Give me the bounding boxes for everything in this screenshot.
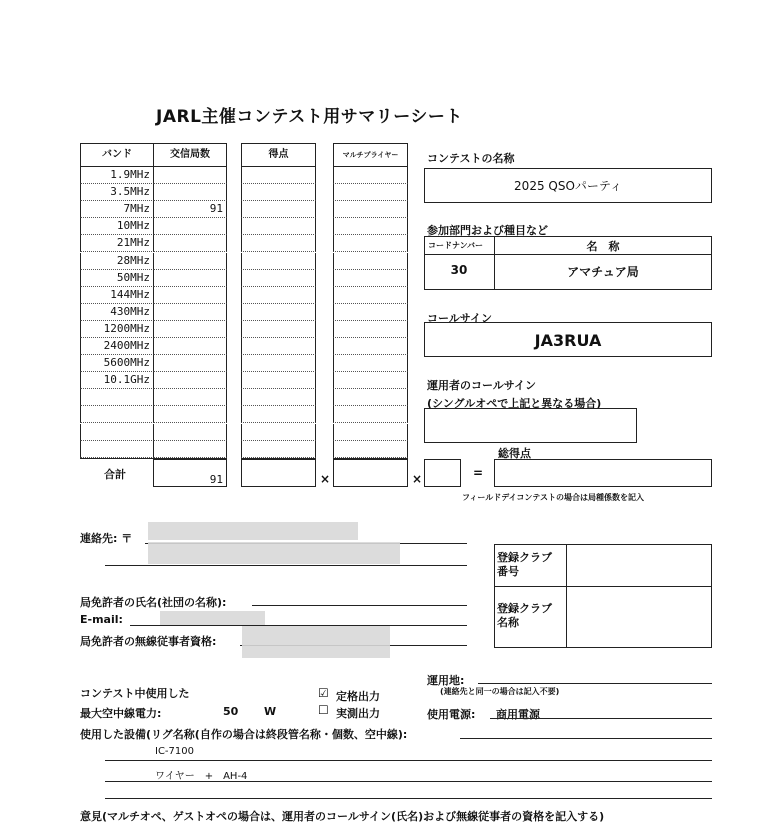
points-cell[interactable] [241, 235, 316, 252]
multi-cell[interactable] [333, 406, 408, 423]
points-cell[interactable] [241, 321, 316, 338]
used-label: コンテスト中使用した [80, 687, 190, 700]
redacted-address-1 [148, 522, 358, 540]
qso-cell[interactable] [153, 184, 227, 201]
rig-value[interactable]: IC-7100 [155, 746, 194, 757]
band-cell: 10.1GHz [80, 372, 154, 389]
measured-output-checkbox[interactable]: ☐ [318, 703, 329, 717]
qso-cell[interactable]: 91 [153, 201, 227, 218]
multi-cell[interactable] [333, 338, 408, 355]
operator-callsign-field[interactable] [424, 408, 637, 443]
qso-header: 交信局数 [153, 143, 227, 167]
power-supply-value[interactable]: 商用電源 [496, 708, 540, 721]
band-cell [80, 389, 154, 406]
callsign-label: コールサイン [427, 312, 493, 325]
page-title: JARL主催コンテスト用サマリーシート [156, 107, 463, 127]
band-cell [80, 406, 154, 423]
band-cell: 28MHz [80, 253, 154, 270]
points-cell[interactable] [241, 355, 316, 372]
points-cell[interactable] [241, 270, 316, 287]
qso-cell[interactable] [153, 304, 227, 321]
multi-cell[interactable] [333, 201, 408, 218]
total-qso-field[interactable]: 91 [153, 459, 227, 487]
multiplier-header: マルチプライヤー [333, 143, 408, 167]
total-points-field[interactable] [241, 459, 316, 487]
equipment-label: 使用した設備(リグ名称(自作の場合は終段管名称・個数、空中線): [80, 728, 408, 741]
equipment-line-2[interactable] [105, 781, 712, 782]
location-label: 運用地: [427, 674, 465, 687]
power-supply-label: 使用電源: [427, 708, 476, 721]
qualification-label: 局免許者の無線従事者資格: [80, 635, 217, 648]
location-line[interactable] [478, 683, 712, 684]
qso-cell[interactable] [153, 218, 227, 235]
qso-cell[interactable] [153, 389, 227, 406]
multi-cell[interactable] [333, 218, 408, 235]
licensee-name-label: 局免許者の氏名(社団の名称): [80, 596, 227, 609]
times-sign-1: × [320, 472, 331, 486]
qso-cell[interactable] [153, 441, 227, 458]
multi-cell[interactable] [333, 235, 408, 252]
club-divider [494, 586, 712, 587]
multi-cell[interactable] [333, 167, 408, 184]
band-cell: 5600MHz [80, 355, 154, 372]
code-number-header: コードナンバー [428, 241, 484, 250]
qso-cell[interactable] [153, 338, 227, 355]
location-note: (連絡先と同一の場合は記入不要) [440, 687, 560, 696]
category-code-field[interactable]: 30 [450, 263, 468, 277]
equipment-line-0[interactable] [460, 738, 712, 739]
callsign-field[interactable]: JA3RUA [424, 322, 712, 357]
club-number-label: 登録クラブ 番号 [497, 551, 552, 578]
multi-cell[interactable] [333, 253, 408, 270]
total-score-label: 総得点 [498, 447, 531, 460]
total-score-field[interactable] [494, 459, 712, 487]
band-cell: 21MHz [80, 235, 154, 252]
measured-output-label: 実測出力 [336, 707, 380, 720]
points-cell[interactable] [241, 424, 316, 441]
multi-cell[interactable] [333, 389, 408, 406]
rated-output-checkbox[interactable]: ☑ [318, 686, 329, 700]
multi-cell[interactable] [333, 424, 408, 441]
points-header: 得点 [241, 143, 316, 167]
club-col-divider [566, 544, 567, 648]
category-divider [424, 254, 712, 255]
multi-cell[interactable] [333, 441, 408, 458]
band-cell: 7MHz [80, 201, 154, 218]
category-name-header: 名 称 [586, 240, 620, 253]
multi-cell[interactable] [333, 321, 408, 338]
band-header: バンド [80, 143, 154, 167]
points-cell[interactable] [241, 372, 316, 389]
email-label: E-mail: [80, 613, 123, 626]
power-value[interactable]: 50 [223, 705, 239, 718]
address-line-2[interactable] [105, 565, 467, 566]
club-name-label: 登録クラブ 名称 [497, 602, 552, 629]
total-label: 合計 [104, 468, 126, 481]
equals-sign: = [473, 466, 484, 480]
qso-cell[interactable] [153, 235, 227, 252]
total-score-note: フィールドデイコンテストの場合は局種係数を記入 [462, 493, 644, 502]
qso-cell[interactable] [153, 321, 227, 338]
total-multiplier-field[interactable] [333, 459, 408, 487]
points-cell[interactable] [241, 201, 316, 218]
operator-callsign-label: 運用者のコールサイン [427, 379, 537, 392]
multi-cell[interactable] [333, 304, 408, 321]
redacted-qualification [242, 626, 390, 658]
points-cell[interactable] [241, 406, 316, 423]
band-cell: 2400MHz [80, 338, 154, 355]
qso-cell[interactable] [153, 372, 227, 389]
points-cell[interactable] [241, 389, 316, 406]
points-cell[interactable] [241, 338, 316, 355]
licensee-name-line[interactable] [252, 605, 467, 606]
multi-cell[interactable] [333, 372, 408, 389]
power-supply-line [490, 718, 712, 719]
multi-cell[interactable] [333, 270, 408, 287]
band-cell [80, 441, 154, 458]
multi-cell[interactable] [333, 287, 408, 304]
band-cell: 1200MHz [80, 321, 154, 338]
qso-cell[interactable] [153, 253, 227, 270]
antenna-value[interactable]: ワイヤー + AH-4 [155, 771, 248, 782]
power-unit: W [264, 705, 277, 718]
equipment-line-1[interactable] [105, 760, 712, 761]
qso-cell[interactable] [153, 424, 227, 441]
band-cell [80, 424, 154, 441]
band-cell: 144MHz [80, 287, 154, 304]
category-label: 参加部門および種目など [427, 224, 548, 237]
points-cell[interactable] [241, 184, 316, 201]
redacted-address-2 [148, 542, 400, 564]
qso-cell[interactable] [153, 270, 227, 287]
equipment-line-3[interactable] [105, 798, 712, 799]
points-cell[interactable] [241, 218, 316, 235]
station-coefficient-field[interactable] [424, 459, 461, 487]
points-cell[interactable] [241, 287, 316, 304]
contest-name-label: コンテストの名称 [427, 152, 515, 165]
multi-cell[interactable] [333, 184, 408, 201]
opinion-label: 意見(マルチオペ、ゲストオペの場合は、運用者のコールサイン(氏名)および無線従事者の資格を記入する) [80, 810, 605, 823]
points-cell[interactable] [241, 253, 316, 270]
band-cell: 10MHz [80, 218, 154, 235]
table-bottom-border [80, 458, 154, 459]
multi-cell[interactable] [333, 355, 408, 372]
band-cell: 3.5MHz [80, 184, 154, 201]
points-cell[interactable] [241, 441, 316, 458]
power-label: 最大空中線電力: [80, 707, 162, 720]
band-cell: 1.9MHz [80, 167, 154, 184]
qso-cell[interactable] [153, 287, 227, 304]
address-label: 連絡先: 〒 [80, 532, 133, 545]
band-cell: 50MHz [80, 270, 154, 287]
times-sign-2: × [412, 472, 423, 486]
qso-cell[interactable] [153, 406, 227, 423]
qso-cell[interactable] [153, 355, 227, 372]
qso-cell[interactable] [153, 167, 227, 184]
redacted-email [160, 611, 265, 625]
category-name-field[interactable]: アマチュア局 [567, 265, 639, 279]
rated-output-label: 定格出力 [336, 690, 380, 703]
contest-name-field[interactable]: 2025 QSOパーティ [424, 168, 712, 203]
points-cell[interactable] [241, 304, 316, 321]
band-cell: 430MHz [80, 304, 154, 321]
operator-callsign-sublabel: (シングルオペで上記と異なる場合) [427, 397, 602, 410]
points-cell[interactable] [241, 167, 316, 184]
